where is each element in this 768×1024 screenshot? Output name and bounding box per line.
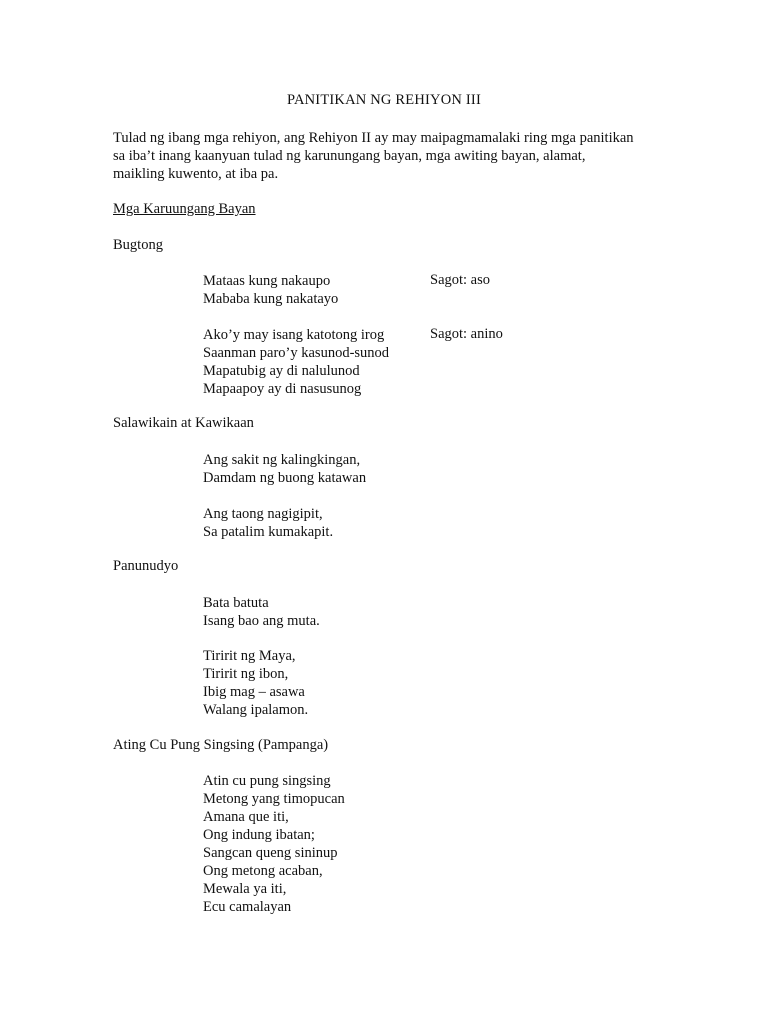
verse-line: Bata batuta — [203, 595, 269, 611]
verse-line: Mababa kung nakatayo — [203, 291, 339, 307]
verse-line: Metong yang timopucan — [203, 791, 345, 807]
section-heading: Mga Karuungang Bayan — [113, 201, 256, 217]
salawikain-verse-2 — [203, 505, 333, 541]
verse-line: Mewala ya iti, — [203, 881, 287, 897]
verse-line: Ibig mag – asawa — [203, 684, 305, 700]
verse-line: Isang bao ang muta. — [203, 613, 320, 629]
verse-line: Mapatubig ay di nalulunod — [203, 363, 360, 379]
riddle-1 — [203, 272, 338, 308]
verse-line: Mataas kung nakaupo — [203, 273, 331, 289]
verse-line: Tiririt ng ibon, — [203, 666, 289, 682]
salawikain-heading: Salawikain at Kawikaan — [113, 415, 254, 431]
verse-line: Tiririt ng Maya, — [203, 648, 296, 664]
document-title: PANITIKAN NG REHIYON III — [287, 92, 481, 108]
verse-line: Ako’y may isang katotong irog — [203, 327, 385, 343]
verse-line: Amana que iti, — [203, 809, 289, 825]
verse-line: Ang taong nagigipit, — [203, 506, 323, 522]
verse-line: Atin cu pung singsing — [203, 773, 331, 789]
ating-cu-verse — [203, 772, 345, 916]
verse-line: Sangcan queng sininup — [203, 845, 338, 861]
verse-line: Damdam ng buong katawan — [203, 470, 367, 486]
panunudyo-heading: Panunudyo — [113, 558, 179, 574]
verse-line: Saanman paro’y kasunod-sunod — [203, 345, 390, 361]
bugtong-heading: Bugtong — [113, 237, 163, 253]
verse-line: Ang sakit ng kalingkingan, — [203, 452, 361, 468]
intro-paragraph — [113, 129, 673, 183]
intro-line: sa iba’t inang kaanyuan tulad ng karunungang bayan, mga awiting bayan, alamat, — [113, 148, 586, 164]
intro-line: Tulad ng ibang mga rehiyon, ang Rehiyon II ay may maipagmamalaki ring mga panitikan — [113, 130, 634, 146]
verse-line: Mapaapoy ay di nasusunog — [203, 381, 362, 397]
riddle-2 — [203, 326, 389, 398]
panunudyo-verse-2 — [203, 647, 308, 719]
panunudyo-verse-1 — [203, 594, 320, 630]
riddle-2-answer: Sagot: anino — [430, 326, 503, 342]
verse-line: Ong metong acaban, — [203, 863, 323, 879]
verse-line: Ong indung ibatan; — [203, 827, 315, 843]
intro-line: maikling kuwento, at iba pa. — [113, 166, 279, 182]
ating-cu-heading: Ating Cu Pung Singsing (Pampanga) — [113, 737, 329, 753]
verse-line: Sa patalim kumakapit. — [203, 524, 334, 540]
verse-line: Walang ipalamon. — [203, 702, 309, 718]
riddle-1-answer: Sagot: aso — [430, 272, 491, 288]
salawikain-verse-1 — [203, 451, 366, 487]
verse-line: Ecu camalayan — [203, 899, 292, 915]
